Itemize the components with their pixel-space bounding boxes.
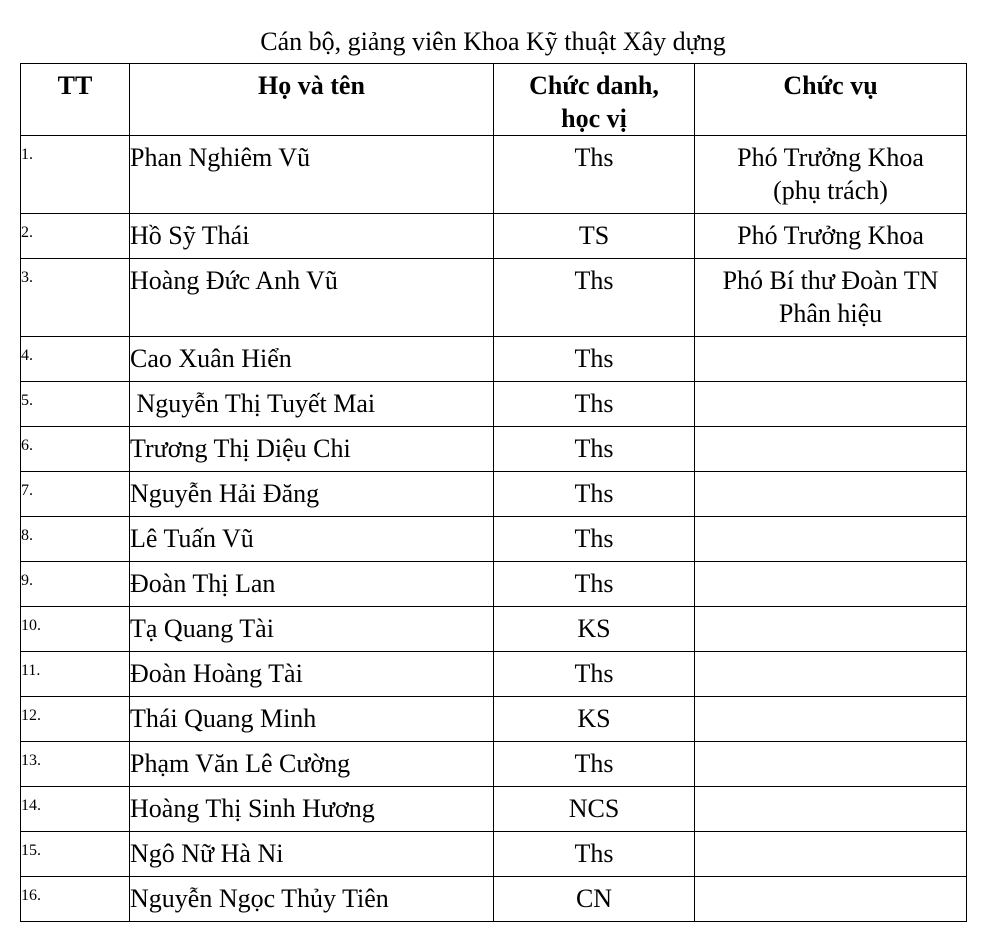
- table-row: [21, 562, 967, 607]
- header-degree: [494, 64, 695, 136]
- staff-degree: Ths: [494, 832, 695, 877]
- staff-position-line2: (phụ trách): [773, 176, 888, 205]
- staff-degree: NCS: [494, 787, 695, 832]
- staff-position: [695, 427, 967, 472]
- row-number: 5.: [21, 382, 130, 427]
- staff-degree: Ths: [494, 562, 695, 607]
- staff-position: [695, 652, 967, 697]
- table-body: [21, 136, 967, 922]
- staff-degree: Ths: [494, 136, 695, 214]
- header-tt: TT: [21, 64, 130, 136]
- table-row: [21, 517, 967, 562]
- staff-degree: Ths: [494, 337, 695, 382]
- staff-name: Hoàng Thị Sinh Hương: [130, 787, 494, 832]
- staff-name: Phạm Văn Lê Cường: [130, 742, 494, 787]
- staff-position: [695, 136, 967, 214]
- staff-name: Lê Tuấn Vũ: [130, 517, 494, 562]
- table-header-row: [21, 64, 967, 136]
- staff-position: [695, 877, 967, 922]
- staff-position: [695, 562, 967, 607]
- row-number: 3.: [21, 259, 130, 337]
- row-number: 15.: [21, 832, 130, 877]
- row-number: 1.: [21, 136, 130, 214]
- staff-degree: Ths: [494, 382, 695, 427]
- header-degree-line1: Chức danh,: [529, 71, 659, 100]
- staff-name: Hồ Sỹ Thái: [130, 214, 494, 259]
- staff-degree: KS: [494, 697, 695, 742]
- staff-degree: KS: [494, 607, 695, 652]
- staff-name: Nguyễn Ngọc Thủy Tiên: [130, 877, 494, 922]
- staff-name: Phan Nghiêm Vũ: [130, 136, 494, 214]
- staff-degree: Ths: [494, 472, 695, 517]
- staff-degree: Ths: [494, 259, 695, 337]
- header-position: Chức vụ: [695, 64, 967, 136]
- staff-degree: TS: [494, 214, 695, 259]
- staff-position: [695, 742, 967, 787]
- staff-name: Trương Thị Diệu Chi: [130, 427, 494, 472]
- staff-degree: CN: [494, 877, 695, 922]
- row-number: 14.: [21, 787, 130, 832]
- table-row: [21, 607, 967, 652]
- staff-name: Thái Quang Minh: [130, 697, 494, 742]
- staff-position-line1: Phó Bí thư Đoàn TN: [722, 266, 939, 295]
- staff-position: [695, 472, 967, 517]
- row-number: 11.: [21, 652, 130, 697]
- table-row: [21, 214, 967, 259]
- row-number: 2.: [21, 214, 130, 259]
- table-row: [21, 832, 967, 877]
- table-row: [21, 259, 967, 337]
- staff-degree: Ths: [494, 517, 695, 562]
- staff-name: Tạ Quang Tài: [130, 607, 494, 652]
- staff-name: Nguyễn Thị Tuyết Mai: [130, 382, 494, 427]
- header-degree-line2: học vị: [561, 104, 627, 133]
- row-number: 4.: [21, 337, 130, 382]
- staff-position: [695, 337, 967, 382]
- staff-name: Ngô Nữ Hà Ni: [130, 832, 494, 877]
- staff-name: Hoàng Đức Anh Vũ: [130, 259, 494, 337]
- staff-position-line1: Phó Trưởng Khoa: [737, 221, 924, 250]
- staff-name: Nguyễn Hải Đăng: [130, 472, 494, 517]
- table-row: [21, 472, 967, 517]
- header-name: Họ và tên: [130, 64, 494, 136]
- staff-name: Đoàn Thị Lan: [130, 562, 494, 607]
- staff-position: [695, 214, 967, 259]
- staff-position: [695, 259, 967, 337]
- staff-position-line1: Phó Trưởng Khoa: [737, 143, 924, 172]
- staff-position: [695, 607, 967, 652]
- staff-position: [695, 517, 967, 562]
- staff-position: [695, 832, 967, 877]
- row-number: 6.: [21, 427, 130, 472]
- staff-position: [695, 787, 967, 832]
- row-number: 9.: [21, 562, 130, 607]
- document-title: Cán bộ, giảng viên Khoa Kỹ thuật Xây dựng: [260, 27, 726, 56]
- table-row: [21, 652, 967, 697]
- row-number: 13.: [21, 742, 130, 787]
- staff-degree: Ths: [494, 427, 695, 472]
- row-number: 7.: [21, 472, 130, 517]
- table-row: [21, 136, 967, 214]
- staff-position-line2: Phân hiệu: [778, 299, 883, 328]
- staff-name: Đoàn Hoàng Tài: [130, 652, 494, 697]
- table-row: [21, 697, 967, 742]
- staff-degree: Ths: [494, 652, 695, 697]
- table-row: [21, 427, 967, 472]
- table-row: [21, 877, 967, 922]
- table-row: [21, 337, 967, 382]
- staff-position: [695, 697, 967, 742]
- table-row: [21, 787, 967, 832]
- table-row: [21, 742, 967, 787]
- row-number: 10.: [21, 607, 130, 652]
- staff-position: [695, 382, 967, 427]
- row-number: 8.: [21, 517, 130, 562]
- staff-table: [20, 63, 967, 922]
- table-row: [21, 382, 967, 427]
- staff-degree: Ths: [494, 742, 695, 787]
- row-number: 12.: [21, 697, 130, 742]
- row-number: 16.: [21, 877, 130, 922]
- staff-name: Cao Xuân Hiển: [130, 337, 494, 382]
